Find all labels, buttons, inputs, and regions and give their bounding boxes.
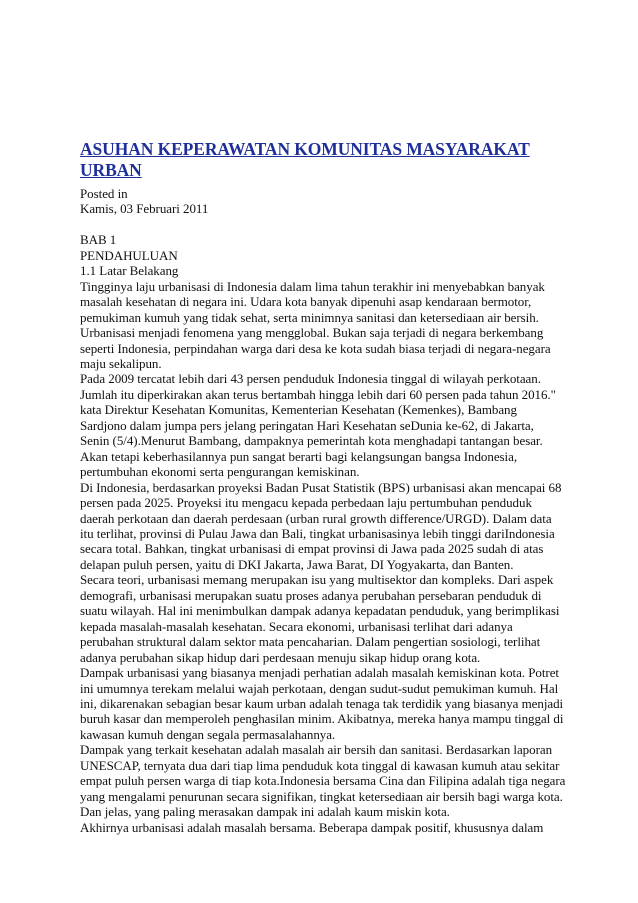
chapter-title: PENDAHULUAN xyxy=(80,247,178,263)
section-heading: 1.1 Latar Belakang xyxy=(80,263,179,279)
post-meta xyxy=(80,186,566,217)
paragraph: Akhirnya urbanisasi adalah masalah bersama. Beberapa dampak positif, khususnya dalam xyxy=(80,819,544,835)
article-body xyxy=(80,232,566,835)
paragraph: Dampak yang terkait kesehatan adalah masalah air bersih dan sanitasi. Berdasarkan laporan UNESCAP, ternyata dua dari tiap lima penduduk kota tinggal di kawasan kumuh atau sekitar empat puluh persen warga di tiap kota.Indonesia bersama Cina dan Filipina adalah tiga negara yang mengalami penurunan secara signifikan, tingkat ketersediaan air bersih bagi warga kota. Dan jelas, yang paling merasakan dampak ini adalah kaum miskin kota. xyxy=(80,742,566,820)
post-date: Kamis, 03 Februari 2011 xyxy=(80,201,209,217)
paragraph: Dampak urbanisasi yang biasanya menjadi perhatian adalah masalah kemiskinan kota. Potret ini umumnya terekam melalui wajah perkotaan, dengan sudut-sudut pemukiman kumuh. Hal ini, dikarenakan sebagian besar kaum urban adalah tenaga tak terdidik yang biasanya menjadi buruh kasar dan memperoleh penghasilan minim. Akibatnya, mereka hanya mampu tinggal di kawasan kumuh dengan segala permasalahannya. xyxy=(80,665,564,742)
paragraph: Pada 2009 tercatat lebih dari 43 persen penduduk Indonesia tinggal di wilayah perkotaan. Jumlah itu diperkirakan akan terus bertambah hingga lebih dari 60 persen pada tahun 2016." kata Direktur Kesehatan Komunitas, Kementerian Kesehatan (Kemenkes), Bambang Sardjono dalam jumpa pers jelang peringatan Hari Kesehatan seDunia ke-62, di Jakarta, Senin (5/4).Menurut Bambang, dampaknya pemerintah kota menghadapi tantangan besar. Akan tetapi keberhasilannya pun sangat berarti bagi kelangsungan bangsa Indonesia, pertumbuhan ekonomi serta pengurangan kemiskinan. xyxy=(80,371,556,480)
posted-in-label: Posted in xyxy=(80,186,128,201)
paragraph: Tingginya laju urbanisasi di Indonesia dalam lima tahun terakhir ini menyebabkan banyak masalah kesehatan di negara ini. Udara kota banyak dipenuhi asap kendaraan bermotor, pemukiman kumuh yang tidak sehat, serta minimnya sanitasi dan ketersediaan air bersih. Urbanisasi menjadi fenomena yang mengglobal. Bukan saja terjadi di negara berkembang seperti Indonesia, perpindahan warga dari desa ke kota sudah biasa terjadi di negara-negara maju sekalipun. xyxy=(80,278,551,372)
chapter-label: BAB 1 xyxy=(80,232,117,248)
spacer xyxy=(80,217,566,233)
paragraph: Secara teori, urbanisasi memang merupakan isu yang multisektor dan kompleks. Dari aspek demografi, urbanisasi merupakan suatu proses adanya perubahan persebaran penduduk di suatu wilayah. Hal ini menimbulkan dampak adanya kepadatan penduduk, yang berimplikasi kepada masalah-masalah kesehatan. Secara ekonomi, urbanisasi terlihat dari adanya perubahan struktural dalam sektor mata pencaharian. Dalam pengertian sosiologi, terlihat adanya perubahan sikap hidup dari perdesaan menuju sikap hidup orang kota. xyxy=(80,572,560,665)
article-title[interactable]: ASUHAN KEPERAWATAN KOMUNITAS MASYARAKAT URBAN xyxy=(80,139,530,180)
document-page xyxy=(80,139,566,835)
paragraph: Di Indonesia, berdasarkan proyeksi Badan Pusat Statistik (BPS) urbanisasi akan mencapai 68 persen pada 2025. Proyeksi itu mengacu kepada perbedaan laju pertumbuhan penduduk daerah perkotaan dan daerah perdesaan (urban rural growth difference/URGD). Dalam data itu terlihat, provinsi di Pulau Jawa dan Bali, tingkat urbanisasinya lebih tinggi dariIndonesia secara total. Bahkan, tingkat urbanisasi di empat provinsi di Jawa pada 2025 sudah di atas delapan puluh persen, yaitu di DKI Jakarta, Jawa Barat, DI Yogyakarta, dan Banten. xyxy=(80,479,562,572)
